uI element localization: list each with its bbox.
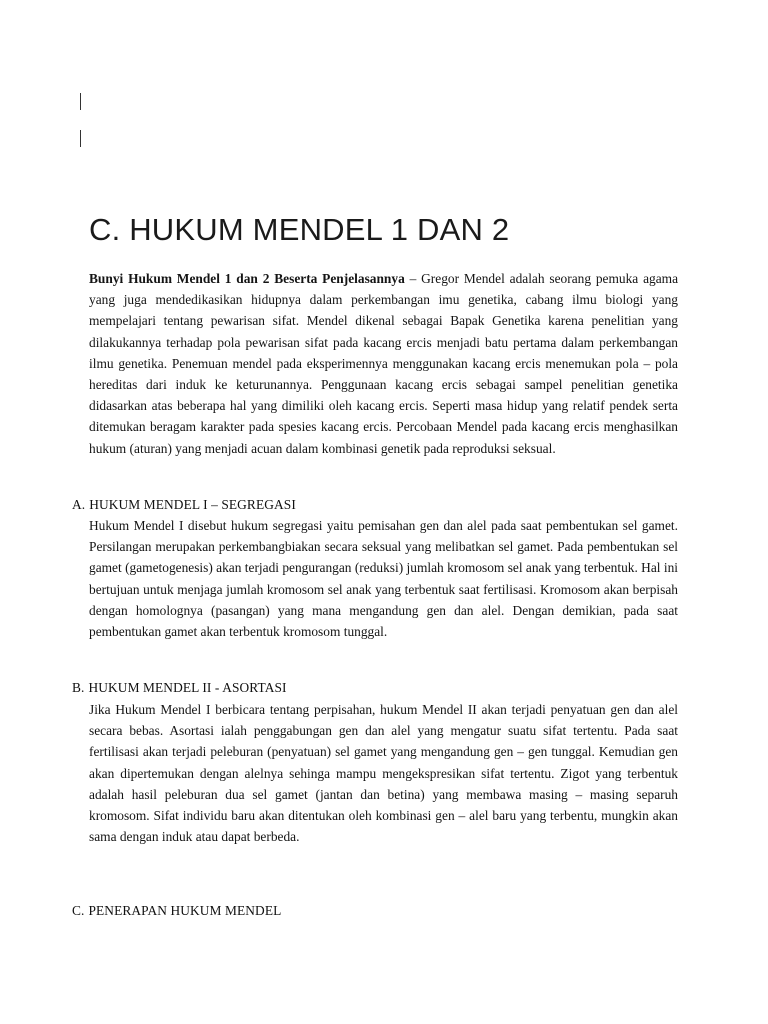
- section-title: HUKUM MENDEL II - ASORTASI: [88, 680, 287, 695]
- intro-paragraph: [89, 268, 678, 459]
- section-heading-segregasi: [72, 497, 296, 513]
- section-heading-asortasi: [72, 680, 287, 696]
- section-body-segregasi: Hukum Mendel I disebut hukum segregasi yaitu pemisahan gen dan alel pada saat pembentukan sel gamet. Persilangan merupakan perkembangbiakan secara seksual yang melibatkan sel gamet. Pada pembentukan sel gamet (gametogenesis) akan terjadi pengurangan (reduksi) jumlah kromosom sel anak yang terbentuk. Hal ini bertujuan untuk menjaga jumlah kromosom sel anak yang terbentuk saat fertilisasi. Kromosom akan berpisah dengan homolognya (pasangan) yang mana mengandung gen dan alel. Dengan demikian, pada saat pembentukan gamet akan terbentuk kromosom tunggal.: [89, 518, 679, 640]
- section-title: HUKUM MENDEL I – SEGREGASI: [89, 497, 296, 512]
- intro-separator: –: [404, 271, 422, 286]
- intro-text: Gregor Mendel adalah seorang pemuka agama yang juga mendedikasikan hidupnya dalam perkembangan imu genetika, cabang ilmu biologi yang mempelajari tentang pewarisan sifat. Mendel dikenal sebagai Bapak Genetika karena penelitian yang dilakukannya terhadap pola pewarisan sifat pada kacang ercis menjadi batu pertama dalam perkembangan ilmu genetika. Penemuan mendel pada eksperimennya menggunakan kacang ercis menemukan pola – pola hereditas dari induk ke keturunannya. Penggunaan kacang ercis sebagai sampel penelitian genetika didasarkan atas beberapa hal yang dimiliki oleh kacang ercis. Seperti masa hidup yang relatif pendek serta ditemukan beragam karakter pada spesies kacang ercis. Percobaan Mendel pada kacang ercis menghasilkan hukum (aturan) yang menjadi acuan dalam kombinasi genetik pada reproduksi seksual.: [89, 271, 679, 456]
- section-title: PENERAPAN HUKUM MENDEL: [88, 903, 282, 918]
- section-heading-penerapan: [72, 903, 281, 919]
- section-label: A.: [72, 497, 86, 512]
- section-body-asortasi: Jika Hukum Mendel I berbicara tentang perpisahan, hukum Mendel II akan terjadi penyatuan gen dan alel secara bebas. Asortasi ialah penggabungan gen dan alel yang mengatur suatu sifat tertentu. Pada saat fertilisasi akan terjadi peleburan (penyatuan) sel gamet yang mengandung gen – gen tunggal. Kemudian gen akan dipertemukan dengan alelnya sehinga mampu mengekspresikan sifat tertentu. Zigot yang terbentuk adalah hasil peleburan dua sel gamet (jantan dan betina) yang membawa masing – masing separuh kromosom. Sifat individu baru akan ditentukan oleh kombinasi gen – alel baru yang terbentu, mungkin akan sama dengan induk atau dapat berbeda.: [89, 702, 678, 845]
- page-title: C. HUKUM MENDEL 1 DAN 2: [89, 212, 510, 247]
- intro-lead: Bunyi Hukum Mendel 1 dan 2 Beserta Penjelasannya: [89, 271, 405, 286]
- text-cursor-mark: [80, 93, 81, 110]
- text-cursor-mark: [80, 130, 81, 147]
- section-label: C.: [72, 903, 85, 918]
- section-label: B.: [72, 680, 85, 695]
